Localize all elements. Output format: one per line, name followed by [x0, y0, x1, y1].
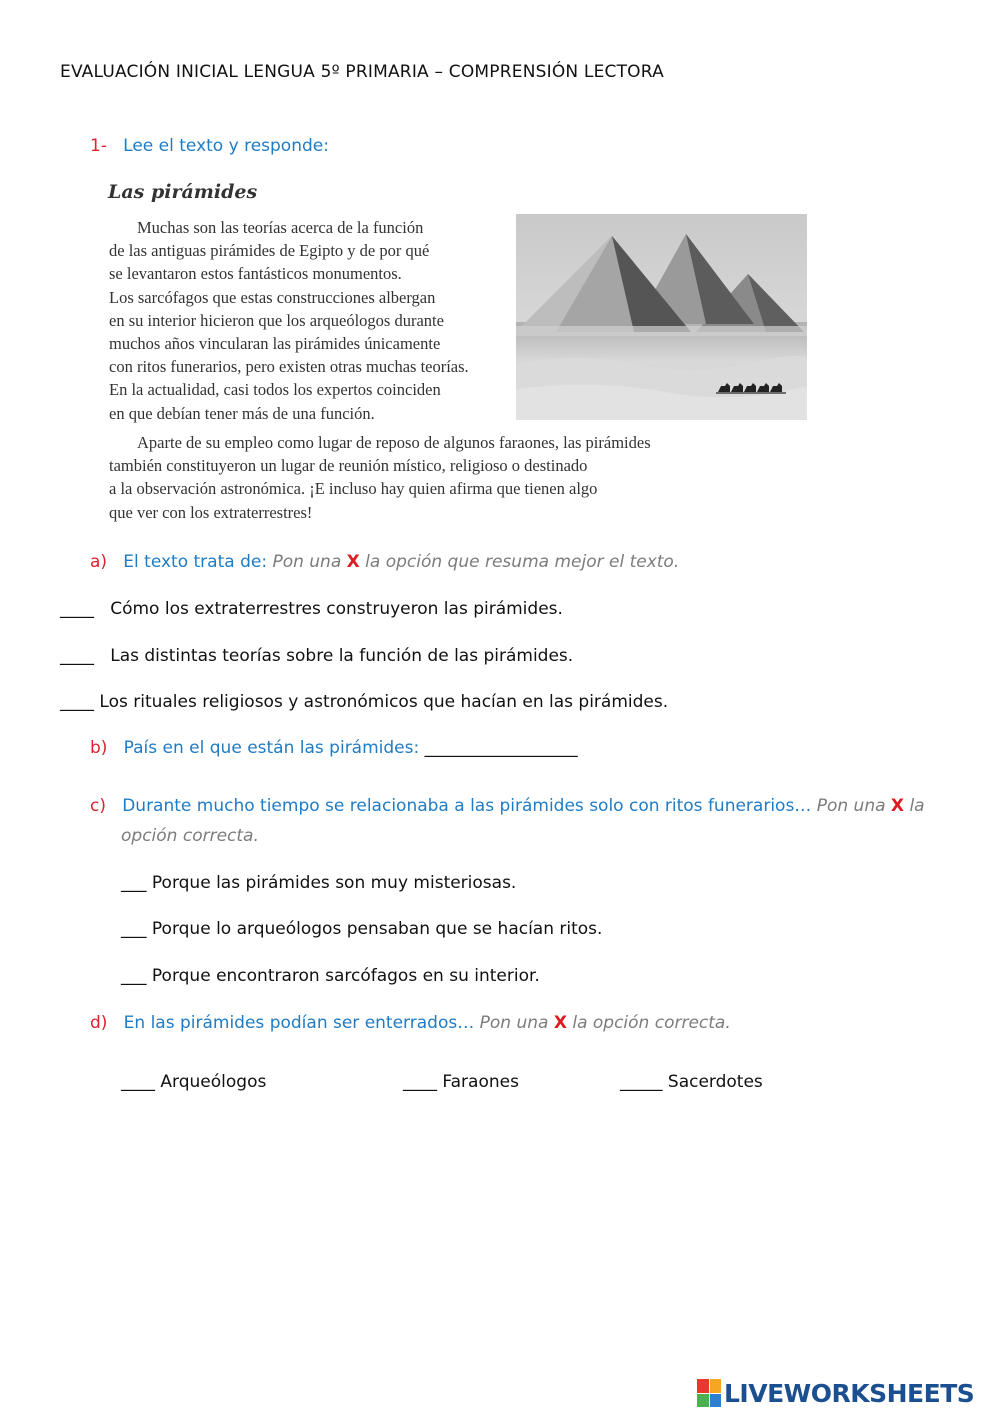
- reading-line: también constituyeron un lugar de reunión místico, religioso o destinado: [109, 456, 588, 476]
- question-1: [90, 136, 329, 156]
- pyramids-photo: [516, 214, 807, 420]
- question-letter: a): [90, 552, 108, 572]
- question-hint: Pon una: [816, 796, 886, 816]
- option-c1[interactable]: [121, 873, 516, 893]
- answer-blank[interactable]: ___: [121, 966, 147, 986]
- option-a2[interactable]: [60, 646, 573, 666]
- option-text: Faraones: [442, 1072, 519, 1092]
- question-hint: la: [909, 796, 925, 816]
- x-mark-icon: X: [553, 1013, 567, 1033]
- option-a1[interactable]: [60, 599, 563, 619]
- liveworksheets-logo: [697, 1377, 974, 1409]
- answer-blank[interactable]: _____: [620, 1072, 663, 1092]
- option-d2[interactable]: [403, 1072, 519, 1092]
- option-d3[interactable]: [620, 1072, 763, 1092]
- question-letter: d): [90, 1013, 108, 1033]
- logo-badge-icon: [697, 1379, 721, 1407]
- logo-text: LIVEWORKSHEETS: [724, 1378, 975, 1408]
- option-text: Sacerdotes: [667, 1072, 763, 1092]
- question-prompt: En las pirámides podían ser enterrados…: [123, 1013, 475, 1033]
- x-mark-icon: X: [346, 552, 360, 572]
- question-a: [90, 552, 679, 572]
- reading-line: muchos años vincularan las pirámides únicamente: [109, 334, 441, 354]
- reading-line: a la observación astronómica. ¡E incluso hay quien afirma que tienen algo: [109, 479, 598, 499]
- option-c3[interactable]: [121, 966, 540, 986]
- question-hint: Pon una: [479, 1013, 549, 1033]
- option-c2[interactable]: [121, 919, 602, 939]
- answer-blank[interactable]: ____: [60, 692, 94, 712]
- question-prompt: El texto trata de:: [123, 552, 268, 572]
- answer-blank[interactable]: ____: [60, 599, 94, 619]
- reading-line: Aparte de su empleo como lugar de reposo de algunos faraones, las pirámides: [137, 433, 651, 452]
- question-number: 1-: [90, 136, 107, 156]
- x-mark-icon: X: [890, 796, 905, 816]
- option-text: Los rituales religiosos y astronómicos que hacían en las pirámides.: [99, 692, 669, 712]
- reading-line: en su interior hicieron que los arqueólogos durante: [109, 310, 444, 330]
- option-text: Arqueólogos: [160, 1072, 267, 1092]
- answer-blank[interactable]: ____: [121, 1072, 155, 1092]
- answer-blank[interactable]: ___: [121, 919, 147, 939]
- question-hint: la opción correcta.: [572, 1013, 731, 1033]
- option-text: Porque las pirámides son muy misteriosas.: [151, 873, 517, 893]
- reading-paragraph-1: [109, 216, 469, 425]
- answer-blank[interactable]: ____: [60, 646, 94, 666]
- option-text: Porque encontraron sarcófagos en su interior.: [151, 966, 540, 986]
- question-b: [90, 738, 578, 758]
- question-hint: Pon una: [272, 552, 342, 572]
- question-prompt: Durante mucho tiempo se relacionaba a las pirámides solo con ritos funerarios…: [122, 796, 812, 816]
- reading-line: con ritos funerarios, pero existen otras muchas teorías.: [109, 357, 469, 377]
- question-c: [90, 796, 925, 816]
- reading-line: se levantaron estos fantásticos monumentos.: [109, 264, 402, 284]
- question-letter: c): [90, 796, 106, 816]
- reading-line: de las antiguas pirámides de Egipto y de por qué: [109, 241, 430, 261]
- question-prompt: País en el que están las pirámides:: [123, 738, 420, 758]
- option-text: Porque lo arqueólogos pensaban que se hacían ritos.: [151, 919, 603, 939]
- question-instruction: Lee el texto y responde:: [123, 136, 329, 156]
- question-hint: la opción que resuma mejor el texto.: [365, 552, 680, 572]
- reading-line: que ver con los extraterrestres!: [109, 502, 313, 522]
- answer-blank[interactable]: ____: [403, 1072, 437, 1092]
- reading-line: Muchas son las teorías acerca de la función: [137, 218, 424, 237]
- reading-line: en que debían tener más de una función.: [109, 403, 375, 423]
- option-d1[interactable]: [121, 1072, 266, 1092]
- question-letter: b): [90, 738, 108, 758]
- reading-title: Las pirámides: [108, 181, 258, 203]
- reading-line: Los sarcófagos que estas construcciones albergan: [109, 287, 436, 307]
- page-title: EVALUACIÓN INICIAL LENGUA 5º PRIMARIA – COMPRENSIÓN LECTORA: [60, 62, 664, 82]
- answer-blank[interactable]: __________________: [424, 738, 578, 758]
- option-text: Cómo los extraterrestres construyeron las pirámides.: [110, 599, 563, 619]
- question-d: [90, 1013, 731, 1033]
- option-text: Las distintas teorías sobre la función de las pirámides.: [110, 646, 574, 666]
- answer-blank[interactable]: ___: [121, 873, 147, 893]
- option-a3[interactable]: [60, 692, 668, 712]
- reading-line: En la actualidad, casi todos los expertos coinciden: [109, 380, 441, 400]
- question-hint-continued: opción correcta.: [121, 826, 259, 846]
- reading-paragraph-2: [109, 431, 651, 524]
